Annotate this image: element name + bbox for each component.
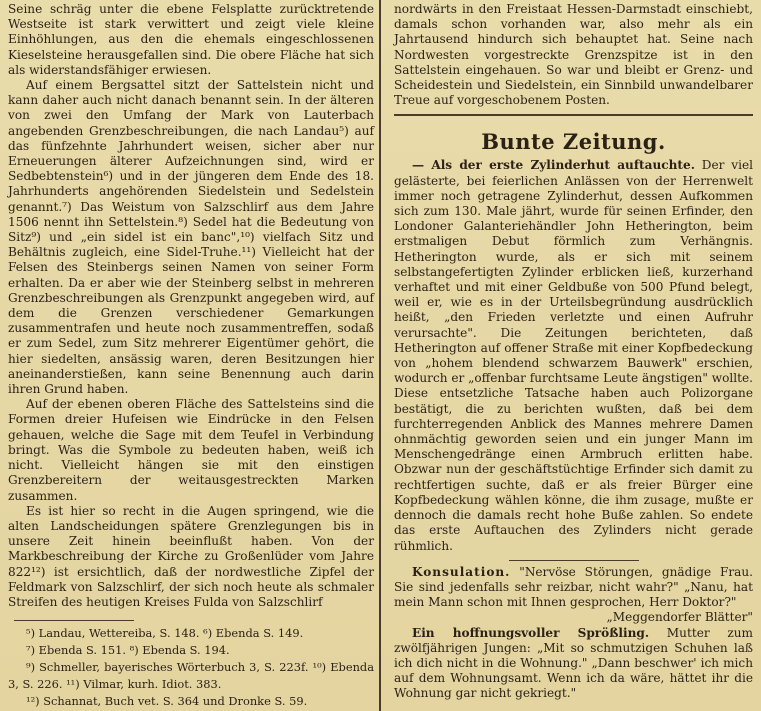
article-body: Mutter zum zwölfjährigen Jungen: „Mit so schmutzigen Schuhen laß ich dich nicht in die Wohnung." „Dann beschwer' ich mich auf dem Wohnungsamt. Wenn ich da wäre, hättet ihr die Wohnung gar nicht gekriegt." <box>394 625 753 701</box>
paragraph: Seine schräg unter die ebene Felsplatte zurücktretende Westseite ist stark verwittert und zeigt viele kleine Einhöhlungen, aus den die ehemals eingeschlossenen Kieselsteine herausgefallen sind. Die obere Fläche hat sich als widerstandsfähiger erwiesen. <box>8 2 374 77</box>
footnote: ⁵) Landau, Wettereiba, S. 148. ⁶) Ebenda S. 149. <box>26 626 304 641</box>
article-body: Der viel gelästerte, bei feierlichen Anlässen von der Herrenwelt immer noch getragene Zylinderhut, dessen Aufkommen sich zum 130. Male jährt, wurde für seinen Erfinder, den Londoner Galanteriehändler John Hetherington, beim erstmaligen Debut förmlich zum Verhängnis. Hetherington wurde, als er sich mit seinem selbstangefertigten Zylinder erblicken ließ, kurzerhand verhaftet und mit einer Geldbuße von 500 Pfund belegt, weil er, wie es in der Urteilsbegründung ausdrücklich heißt, „den Frieden verletzte und einen Aufruhr verursachte". Die Zeitungen berichteten, daß Hetherington auf offener Straße mit einer Kopfbedeckung von „hohem blendend schwarzem Bauwerk" erschien, wodurch er „offenbar furchtsame Leute ängstigen" wollte. Diese entsetzliche Tatsache haben auch Polizorgane bestätigt, die zu berichten wußten, daß bei dem furchterregenden Anblick des Mannes mehrere Damen ohnmächtig geworden seien und ein junger Mann im Menschengedränge einen Armbruch erlitten habe. Obzwar nun der geschäftstüchtige Erfinder sich damit zu rechtfertigen suchte, daß er als freier Bürger eine Kopfbedeckung wählen könne, die ihm zusage, mußte er dennoch die damals recht hohe Buße zahlen. So endete das erste Auftauchen des Zylinders nicht gerade rühmlich. <box>394 158 753 553</box>
article-sproessling <box>394 626 753 702</box>
article-title: Ein hoffnungsvoller Sprößling. <box>412 625 650 640</box>
article-title: Konsulation. <box>412 564 511 579</box>
footnotes <box>8 625 374 710</box>
article-source: „Meggendorfer Blätter" <box>606 610 753 625</box>
right-column <box>382 0 761 711</box>
article-divider <box>509 560 639 561</box>
footnote: ¹²) Schannat, Buch vet. S. 364 und Dronke S. 59. <box>26 694 308 709</box>
paragraph: Auf einem Bergsattel sitzt der Sattelstein nicht und kann daher auch nicht danach benannt sein. In der älteren von zwei den Umfang der Mark von Lauterbach angebenden Grenzbeschreibungen, die nach Landau⁵) auf das fünfzehnte Jahrhundert weisen, sicher aber nur Erneuerungen älterer Aufzeichnungen sind, wird er Sedbebtenstein⁶) und in der jüngeren dem Ende des 18. Jahrhunderts angehörenden Siedelstein und Sedelstein genannt.⁷) Das Weistum von Salzschlirf aus dem Jahre 1506 nennt ihn Settelstein.⁸) Sedel hat die Bedeutung von Sitz⁹) und „ein sidel ist ein banc",¹⁰) vielfach Sitz und Behältnis zugleich, eine Sidel-Truhe.¹¹) Vielleicht hat der Felsen des Steinbergs seinen Namen von seiner Form erhalten. Da er aber wie der Steinberg selbst in mehreren Grenzbeschreibungen als Grenzpunkt angegeben wird, auf dem die Grenzen verschiedener Gemarkungen zusammentrafen und heute noch zusammentreffen, sodaß er zum Sedel, zum Sitz mehrerer Eigentümer gehört, die hier siedelten, ansässig waren, deren Besitzungen hier aneinanderstießen, kann seine Benennung auch darin ihren Grund haben. <box>8 78 374 397</box>
footnote: ⁹) Schmeller, bayerisches Wörterbuch 3, S. 223f. ¹⁰) Ebenda 3, S. 226. ¹¹) Vilmar, kurh. Idiot. 383. <box>8 660 374 692</box>
article-zylinderhut <box>394 158 753 553</box>
article-title: — Als der erste Zylinderhut auftauchte. <box>412 158 695 173</box>
section-divider <box>394 114 753 116</box>
footnote: ⁷) Ebenda S. 151. ⁸) Ebenda S. 194. <box>26 643 230 658</box>
column-divider <box>379 0 381 711</box>
paragraph: nordwärts in den Freistaat Hessen-Darmstadt einschiebt, damals schon vorhanden war, also mehr als ein Jahrtausend hindurch sich behauptet hat. Seine nach Nordwesten vorgestreckte Grenzspitze ist in den Sattelstein eingehauen. So war und bleibt er Grenz- und Scheidestein und Siedelstein, ein Sinnbild unwandelbarer Treue auf vorgeschobenem Posten. <box>394 2 753 108</box>
paragraph: Auf der ebenen oberen Fläche des Sattelsteins sind die Formen dreier Hufeisen wie Eindrücke in den Felsen gehauen, welche die Sage mit dem Teufel in Verbindung bringt. Was die Symbole zu bedeuten haben, weiß ich nicht. Vielleicht hängen sie mit den einstigen Grenzbereitern der weitausgestreckten Marken zusammen. <box>8 397 374 503</box>
paragraph: Es ist hier so recht in die Augen springend, wie die alten Landscheidungen spätere Grenzlegungen bis in unsere Zeit hinein beeinflußt haben. Von der Markbeschreibung der Kirche zu Großenlüder vom Jahre 822¹²) ist ersichtlich, daß der nordwestliche Zipfel der Feldmark von Salzschlirf, der sich noch heute als schmaler Streifen des heutigen Kreises Fulda von Salzschlirf <box>8 503 374 609</box>
footnote-divider <box>14 620 134 621</box>
left-column <box>0 0 380 711</box>
article-body: "Nervöse Störungen, gnädige Frau. Sie sind jedenfalls sehr reizbar, nicht wahr?" „Nanu, hat mein Mann schon mit Ihnen gesprochen, Herr Doktor?" <box>394 564 753 610</box>
article-konsulation <box>394 565 753 611</box>
section-heading: Bunte Zeitung. <box>481 129 666 155</box>
